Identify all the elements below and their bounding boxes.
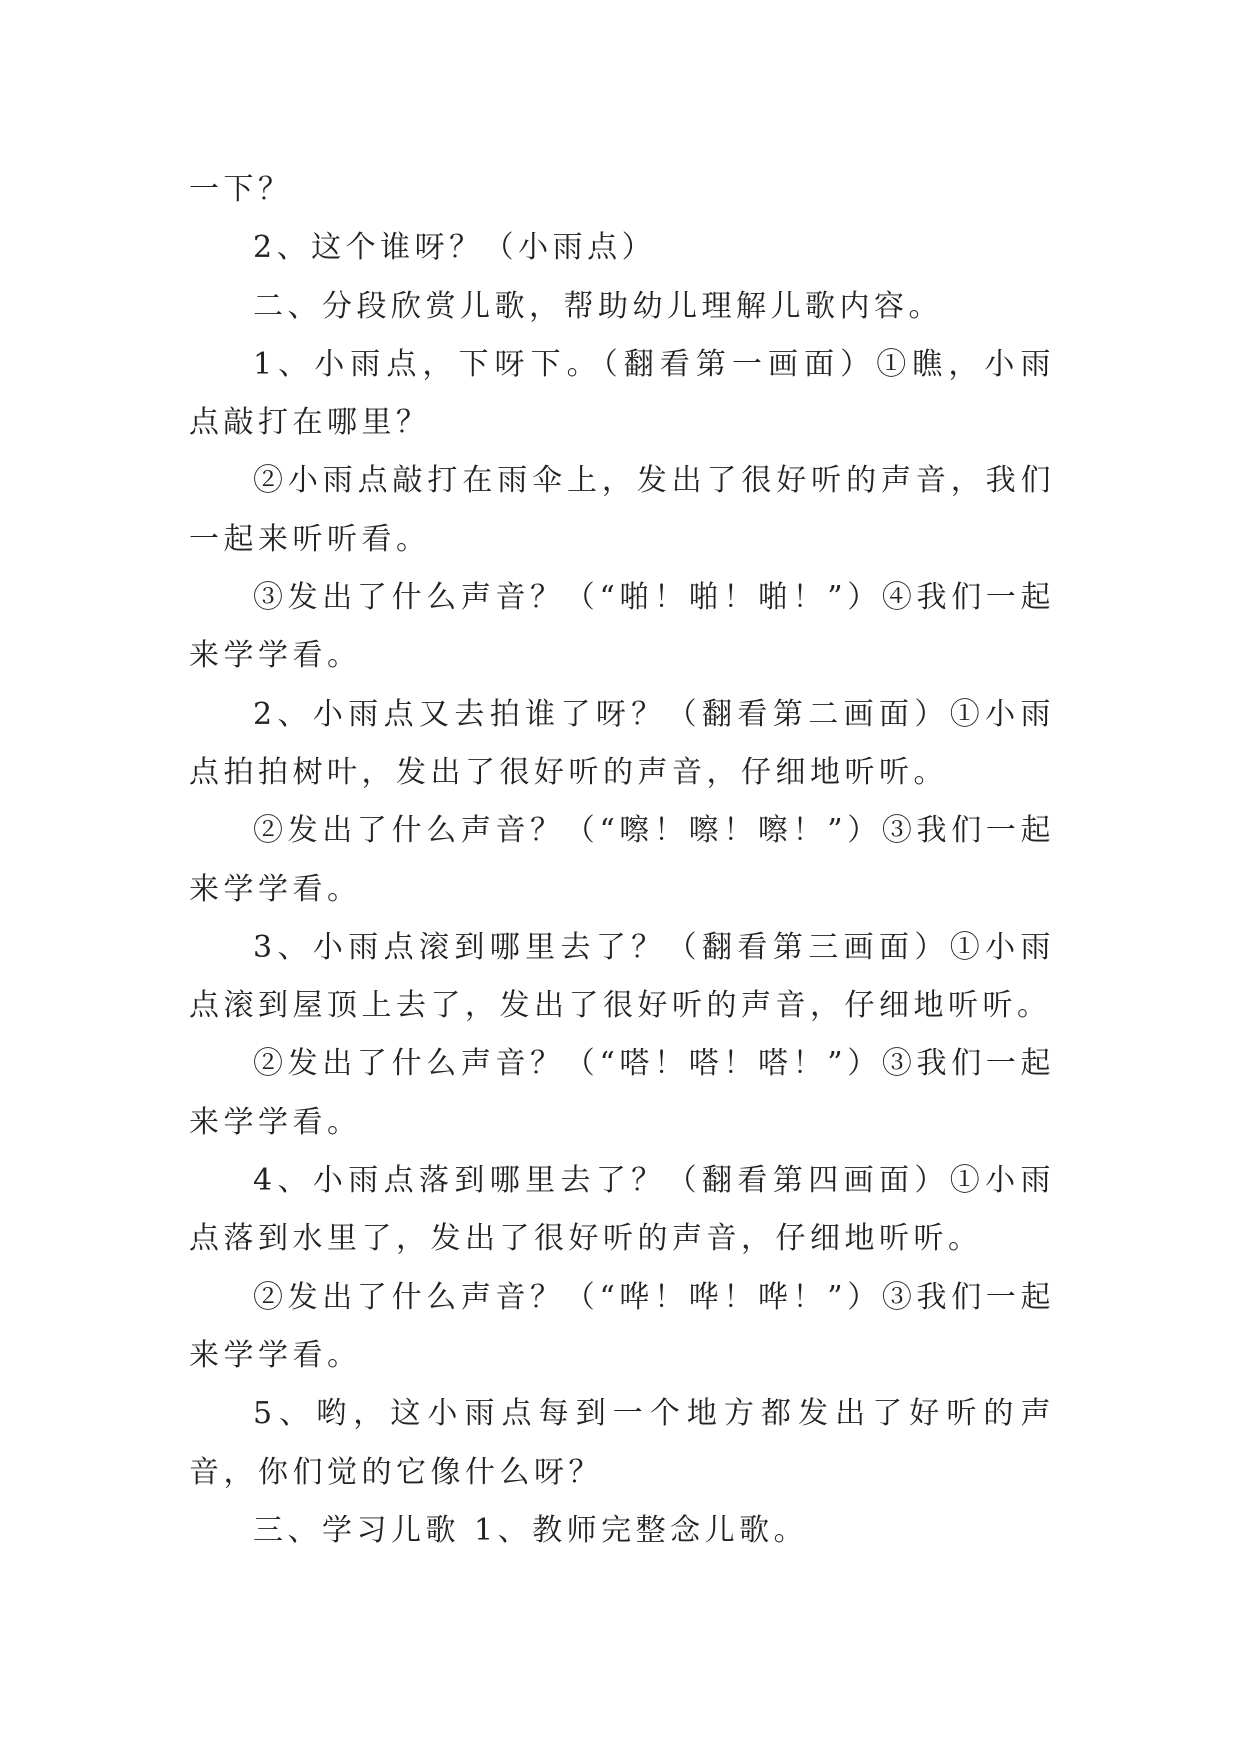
paragraph: 1、小雨点，下呀下。（翻看第一画面）①瞧，小雨点敲打在哪里？ xyxy=(189,346,1055,441)
paragraph: ②发出了什么声音？（“嚓！嚓！嚓！”）③我们一起来学学看。 xyxy=(189,813,1055,907)
paragraph: 3、小雨点滚到哪里去了？（翻看第三画面）①小雨点滚到屋顶上去了，发出了很好听的声音，仔细地听听。 xyxy=(189,929,1055,1024)
paragraph: 4、小雨点落到哪里去了？（翻看第四画面）①小雨点落到水里了，发出了很好听的声音，仔细地听听。 xyxy=(189,1163,1055,1257)
paragraph-continuation: 一下？ xyxy=(189,172,293,207)
paragraph: 5、哟，这小雨点每到一个地方都发出了好听的声音，你们觉的它像什么呀？ xyxy=(189,1396,1055,1490)
paragraph: ②发出了什么声音？（“哗！哗！哗！”）③我们一起来学学看。 xyxy=(189,1279,1055,1373)
paragraph: ②发出了什么声音？（“嗒！嗒！嗒！”）③我们一起来学学看。 xyxy=(189,1046,1055,1140)
paragraph: ②小雨点敲打在雨伞上，发出了很好听的声音，我们一起来听听看。 xyxy=(189,463,1055,557)
paragraph: 2、这个谁呀？（小雨点） xyxy=(253,230,657,266)
paragraph: 2、小雨点又去拍谁了呀？（翻看第二画面）①小雨点拍拍树叶，发出了很好听的声音，仔细地听听。 xyxy=(189,696,1055,790)
section-heading: 二、分段欣赏儿歌，帮助幼儿理解儿歌内容。 xyxy=(253,288,943,324)
document-body xyxy=(189,161,1055,1560)
section-heading: 三、学习儿歌 1、教师完整念儿歌。 xyxy=(253,1512,809,1548)
paragraph: ③发出了什么声音？（“啪！啪！啪！”）④我们一起来学学看。 xyxy=(189,580,1055,674)
